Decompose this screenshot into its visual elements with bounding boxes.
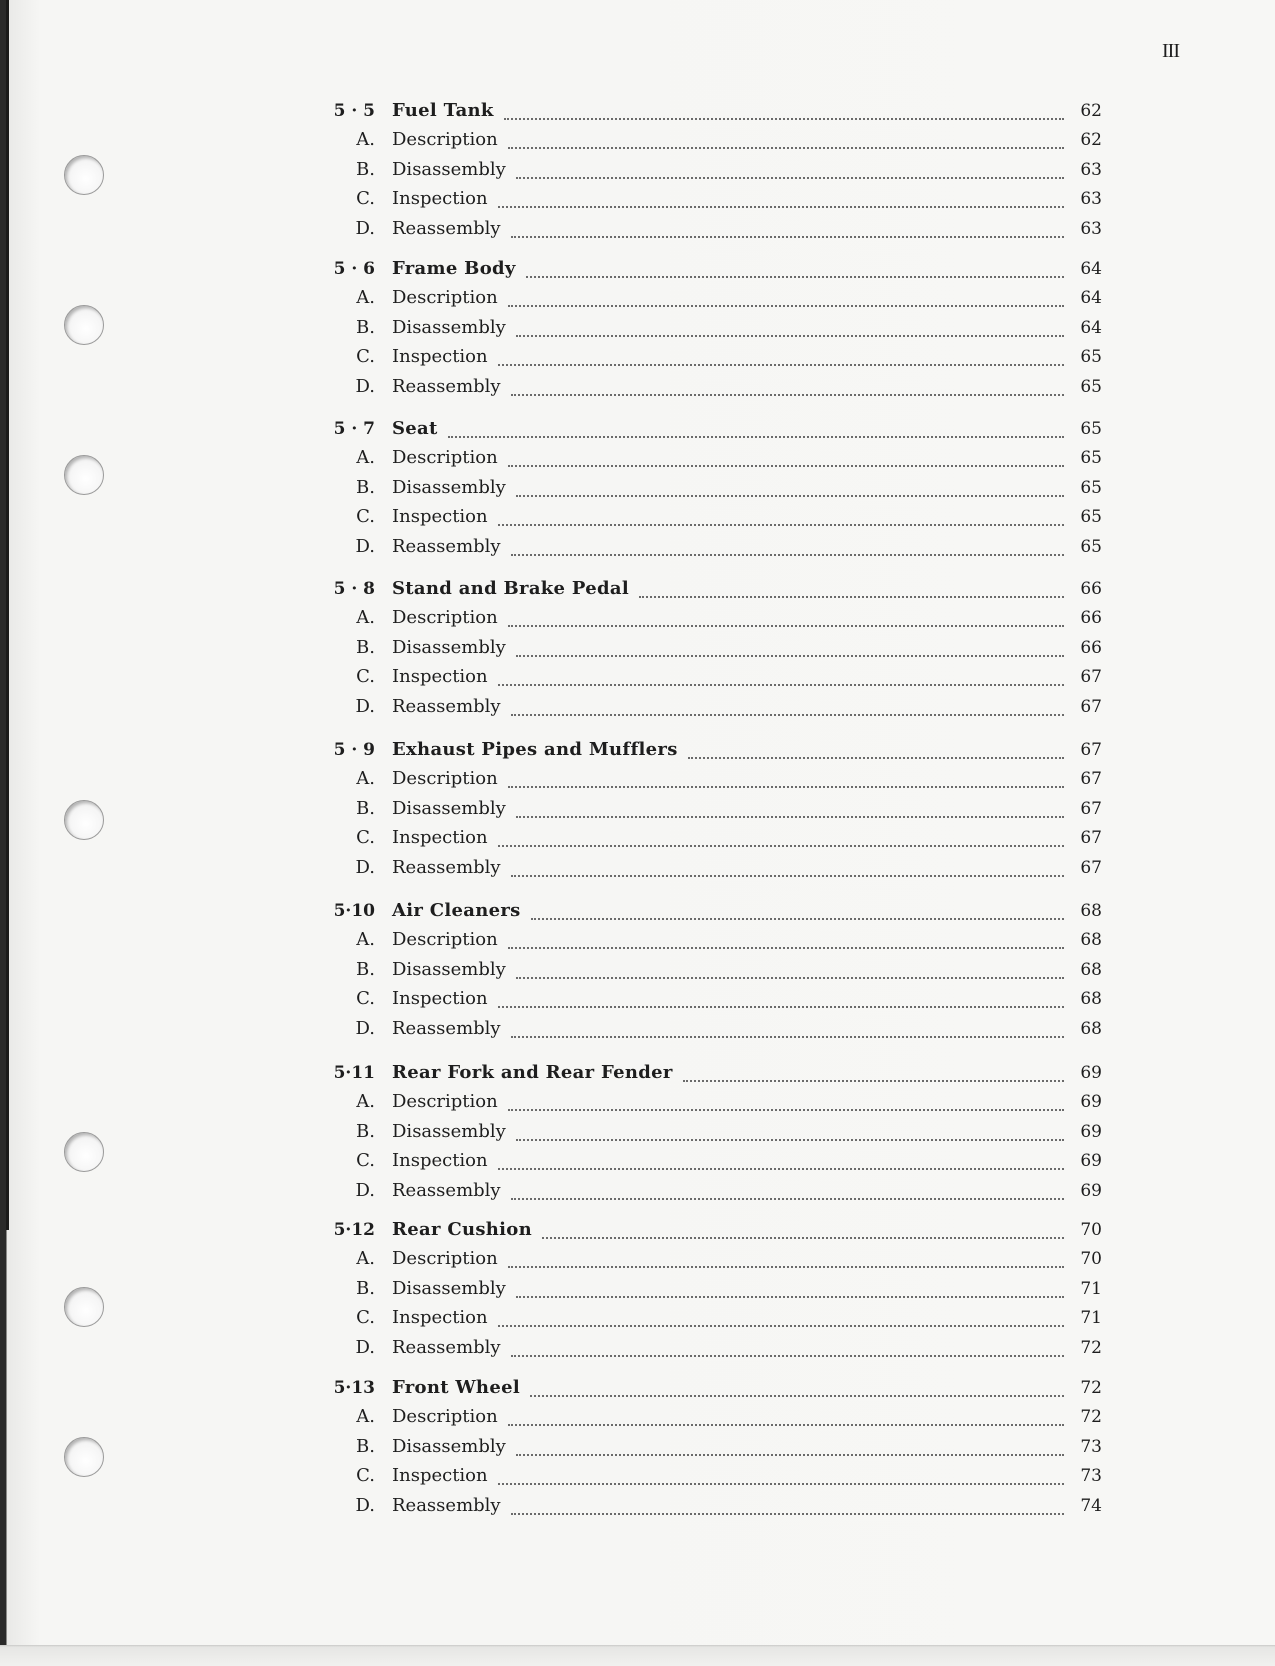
toc-item-row[interactable]: [332, 188, 1102, 214]
item-page: 62: [1080, 130, 1102, 150]
binder-hole-icon: [64, 1132, 104, 1172]
item-title: Disassembly: [392, 317, 506, 338]
dot-leader: [516, 495, 1064, 497]
dot-leader: [498, 1325, 1064, 1327]
dot-leader: [508, 465, 1064, 467]
item-letter: C.: [356, 1150, 375, 1171]
item-letter: A.: [356, 1406, 375, 1427]
toc-section-row[interactable]: [332, 418, 1102, 444]
dot-leader: [526, 276, 1064, 278]
toc-item-row[interactable]: [332, 1436, 1102, 1462]
binder-hole-icon: [64, 455, 104, 495]
toc-item-row[interactable]: [332, 959, 1102, 985]
item-title: Inspection: [392, 188, 488, 209]
section-title: Front Wheel: [392, 1377, 520, 1398]
binder-hole-icon: [64, 800, 104, 840]
item-page: 72: [1080, 1338, 1102, 1358]
toc-item-row[interactable]: [332, 768, 1102, 794]
dot-leader: [530, 1395, 1064, 1397]
dot-leader: [498, 845, 1064, 847]
item-title: Disassembly: [392, 1436, 506, 1457]
section-number: 5·10: [333, 901, 375, 921]
item-letter: C.: [356, 188, 375, 209]
item-page: 66: [1080, 638, 1102, 658]
item-letter: B.: [356, 317, 375, 338]
item-letter: B.: [356, 159, 375, 180]
section-title: Air Cleaners: [392, 900, 521, 921]
item-title: Disassembly: [392, 159, 506, 180]
dot-leader: [516, 177, 1064, 179]
section-number: 5 · 5: [333, 101, 375, 121]
item-letter: D.: [355, 857, 375, 878]
dot-leader: [511, 1198, 1064, 1200]
toc-section-row[interactable]: [332, 900, 1102, 926]
toc-section-row[interactable]: [332, 1377, 1102, 1403]
item-title: Description: [392, 768, 498, 789]
toc-item-row[interactable]: [332, 477, 1102, 503]
dot-leader: [511, 1036, 1064, 1038]
dot-leader: [448, 436, 1064, 438]
dot-leader: [498, 684, 1064, 686]
dot-leader: [639, 596, 1064, 598]
binder-hole-icon: [64, 1437, 104, 1477]
dot-leader: [516, 1454, 1064, 1456]
toc-section-row[interactable]: [332, 100, 1102, 126]
item-title: Description: [392, 1406, 498, 1427]
page-bottom-edge: [0, 1645, 1275, 1666]
dot-leader: [516, 335, 1064, 337]
dot-leader: [516, 816, 1064, 818]
toc-item-row[interactable]: [332, 1248, 1102, 1274]
item-page: 68: [1080, 960, 1102, 980]
dot-leader: [542, 1237, 1064, 1239]
toc-item-row[interactable]: [332, 666, 1102, 692]
toc-item-row[interactable]: [332, 798, 1102, 824]
section-number: 5 · 7: [333, 419, 375, 439]
dot-leader: [511, 1513, 1064, 1515]
item-title: Reassembly: [392, 1180, 501, 1201]
dot-leader: [511, 1355, 1064, 1357]
item-letter: C.: [356, 988, 375, 1009]
toc-item-row[interactable]: [332, 696, 1102, 722]
section-page: 68: [1080, 901, 1102, 921]
item-title: Inspection: [392, 1150, 488, 1171]
toc-item-row[interactable]: [332, 607, 1102, 633]
toc-section-row[interactable]: [332, 739, 1102, 765]
toc-item-row[interactable]: [332, 287, 1102, 313]
item-page: 69: [1080, 1122, 1102, 1142]
item-page: 63: [1080, 160, 1102, 180]
item-title: Inspection: [392, 1465, 488, 1486]
item-page: 67: [1080, 799, 1102, 819]
section-number: 5·13: [333, 1378, 375, 1398]
toc-item-row[interactable]: [332, 1465, 1102, 1491]
item-page: 65: [1080, 377, 1102, 397]
item-title: Disassembly: [392, 959, 506, 980]
dot-leader: [508, 1109, 1064, 1111]
toc-item-row[interactable]: [332, 857, 1102, 883]
item-title: Disassembly: [392, 477, 506, 498]
dot-leader: [511, 394, 1064, 396]
item-title: Description: [392, 607, 498, 628]
item-page: 65: [1080, 347, 1102, 367]
section-page: 70: [1080, 1220, 1102, 1240]
item-page: 65: [1080, 448, 1102, 468]
binder-hole-icon: [64, 305, 104, 345]
toc-section-row[interactable]: [332, 1062, 1102, 1088]
item-page: 65: [1080, 478, 1102, 498]
item-title: Description: [392, 287, 498, 308]
item-page: 73: [1080, 1466, 1102, 1486]
item-page: 69: [1080, 1092, 1102, 1112]
item-page: 65: [1080, 507, 1102, 527]
section-title: Frame Body: [392, 258, 516, 279]
item-title: Inspection: [392, 827, 488, 848]
toc-section-row[interactable]: [332, 1219, 1102, 1245]
item-title: Reassembly: [392, 1495, 501, 1516]
item-letter: A.: [356, 768, 375, 789]
dot-leader: [508, 947, 1064, 949]
item-letter: D.: [355, 1337, 375, 1358]
item-title: Inspection: [392, 666, 488, 687]
toc-item-row[interactable]: [332, 447, 1102, 473]
dot-leader: [508, 786, 1064, 788]
toc-section-row[interactable]: [332, 258, 1102, 284]
item-letter: D.: [355, 696, 375, 717]
dot-leader: [531, 918, 1064, 920]
dot-leader: [683, 1080, 1064, 1082]
section-number: 5 · 9: [333, 740, 375, 760]
dot-leader: [498, 1006, 1064, 1008]
item-letter: D.: [355, 1495, 375, 1516]
section-page: 64: [1080, 259, 1102, 279]
item-page: 65: [1080, 537, 1102, 557]
item-letter: A.: [356, 1248, 375, 1269]
item-title: Description: [392, 129, 498, 150]
item-letter: A.: [356, 129, 375, 150]
item-title: Reassembly: [392, 696, 501, 717]
page-edge-shadow: [6, 0, 9, 1230]
item-title: Reassembly: [392, 1337, 501, 1358]
dot-leader: [498, 364, 1064, 366]
dot-leader: [498, 524, 1064, 526]
item-letter: B.: [356, 798, 375, 819]
item-page: 64: [1080, 288, 1102, 308]
item-page: 67: [1080, 769, 1102, 789]
toc-item-row[interactable]: [332, 317, 1102, 343]
item-title: Disassembly: [392, 637, 506, 658]
dot-leader: [516, 655, 1064, 657]
item-letter: A.: [356, 287, 375, 308]
toc-item-row[interactable]: [332, 1150, 1102, 1176]
section-title: Seat: [392, 418, 438, 439]
item-page: 67: [1080, 697, 1102, 717]
dot-leader: [498, 206, 1064, 208]
item-page: 74: [1080, 1496, 1102, 1516]
section-page: 69: [1080, 1063, 1102, 1083]
dot-leader: [498, 1168, 1064, 1170]
dot-leader: [688, 757, 1064, 759]
item-letter: D.: [355, 1018, 375, 1039]
item-title: Description: [392, 1091, 498, 1112]
item-page: 67: [1080, 828, 1102, 848]
toc-item-row[interactable]: [332, 1091, 1102, 1117]
section-page: 65: [1080, 419, 1102, 439]
item-title: Inspection: [392, 1307, 488, 1328]
item-letter: D.: [355, 1180, 375, 1201]
binder-hole-icon: [64, 1287, 104, 1327]
item-title: Reassembly: [392, 1018, 501, 1039]
item-letter: C.: [356, 346, 375, 367]
toc-item-row[interactable]: [332, 1278, 1102, 1304]
item-title: Description: [392, 447, 498, 468]
item-page: 69: [1080, 1151, 1102, 1171]
item-letter: A.: [356, 447, 375, 468]
toc-item-row[interactable]: [332, 827, 1102, 853]
section-title: Rear Fork and Rear Fender: [392, 1062, 673, 1083]
item-page: 69: [1080, 1181, 1102, 1201]
item-letter: B.: [356, 637, 375, 658]
dot-leader: [508, 305, 1064, 307]
toc-item-row[interactable]: [332, 1495, 1102, 1521]
toc-item-row[interactable]: [332, 376, 1102, 402]
item-page: 68: [1080, 989, 1102, 1009]
dot-leader: [516, 1139, 1064, 1141]
item-page: 68: [1080, 1019, 1102, 1039]
section-page: 72: [1080, 1378, 1102, 1398]
section-number: 5·11: [333, 1063, 375, 1083]
item-title: Description: [392, 1248, 498, 1269]
section-number: 5·12: [333, 1220, 375, 1240]
dot-leader: [508, 147, 1064, 149]
item-title: Description: [392, 929, 498, 950]
item-letter: C.: [356, 666, 375, 687]
toc-item-row[interactable]: [332, 1180, 1102, 1206]
toc-item-row[interactable]: [332, 536, 1102, 562]
toc-item-row[interactable]: [332, 988, 1102, 1014]
item-page: 63: [1080, 189, 1102, 209]
section-title: Fuel Tank: [392, 100, 494, 121]
item-letter: A.: [356, 607, 375, 628]
item-letter: C.: [356, 1307, 375, 1328]
item-page: 68: [1080, 930, 1102, 950]
binder-hole-icon: [64, 155, 104, 195]
item-title: Disassembly: [392, 1278, 506, 1299]
item-letter: D.: [355, 376, 375, 397]
item-page: 67: [1080, 858, 1102, 878]
item-letter: D.: [355, 536, 375, 557]
section-title: Rear Cushion: [392, 1219, 532, 1240]
dot-leader: [511, 236, 1064, 238]
section-page: 62: [1080, 101, 1102, 121]
page-number: III: [1162, 40, 1179, 62]
toc-item-row[interactable]: [332, 506, 1102, 532]
dot-leader: [504, 118, 1064, 120]
item-title: Reassembly: [392, 218, 501, 239]
item-page: 70: [1080, 1249, 1102, 1269]
section-page: 66: [1080, 579, 1102, 599]
item-page: 63: [1080, 219, 1102, 239]
section-number: 5 · 6: [333, 259, 375, 279]
dot-leader: [511, 714, 1064, 716]
item-letter: B.: [356, 1121, 375, 1142]
item-title: Reassembly: [392, 376, 501, 397]
item-letter: C.: [356, 1465, 375, 1486]
item-title: Disassembly: [392, 1121, 506, 1142]
toc-item-row[interactable]: [332, 1406, 1102, 1432]
toc-item-row[interactable]: [332, 1121, 1102, 1147]
toc-item-row[interactable]: [332, 1337, 1102, 1363]
item-page: 73: [1080, 1437, 1102, 1457]
item-page: 72: [1080, 1407, 1102, 1427]
item-letter: A.: [356, 929, 375, 950]
item-letter: B.: [356, 1436, 375, 1457]
toc-item-row[interactable]: [332, 159, 1102, 185]
item-letter: D.: [355, 218, 375, 239]
toc-item-row[interactable]: [332, 637, 1102, 663]
toc-item-row[interactable]: [332, 929, 1102, 955]
dot-leader: [508, 1424, 1064, 1426]
toc-section-row[interactable]: [332, 578, 1102, 604]
item-page: 64: [1080, 318, 1102, 338]
dot-leader: [516, 1296, 1064, 1298]
section-title: Exhaust Pipes and Mufflers: [392, 739, 678, 760]
item-page: 71: [1080, 1308, 1102, 1328]
item-letter: C.: [356, 827, 375, 848]
toc-item-row[interactable]: [332, 1307, 1102, 1333]
dot-leader: [511, 554, 1064, 556]
item-title: Reassembly: [392, 857, 501, 878]
toc-item-row[interactable]: [332, 346, 1102, 372]
dot-leader: [516, 977, 1064, 979]
dot-leader: [508, 1266, 1064, 1268]
toc-item-row[interactable]: [332, 218, 1102, 244]
item-letter: B.: [356, 1278, 375, 1299]
item-letter: C.: [356, 506, 375, 527]
item-letter: B.: [356, 959, 375, 980]
item-page: 71: [1080, 1279, 1102, 1299]
item-title: Inspection: [392, 346, 488, 367]
item-page: 67: [1080, 667, 1102, 687]
item-title: Inspection: [392, 988, 488, 1009]
item-page: 66: [1080, 608, 1102, 628]
item-title: Reassembly: [392, 536, 501, 557]
item-letter: B.: [356, 477, 375, 498]
section-page: 67: [1080, 740, 1102, 760]
dot-leader: [508, 625, 1064, 627]
dot-leader: [511, 875, 1064, 877]
toc-item-row[interactable]: [332, 129, 1102, 155]
item-title: Disassembly: [392, 798, 506, 819]
toc-item-row[interactable]: [332, 1018, 1102, 1044]
dot-leader: [498, 1483, 1064, 1485]
section-number: 5 · 8: [333, 579, 375, 599]
item-title: Inspection: [392, 506, 488, 527]
item-letter: A.: [356, 1091, 375, 1112]
section-title: Stand and Brake Pedal: [392, 578, 629, 599]
